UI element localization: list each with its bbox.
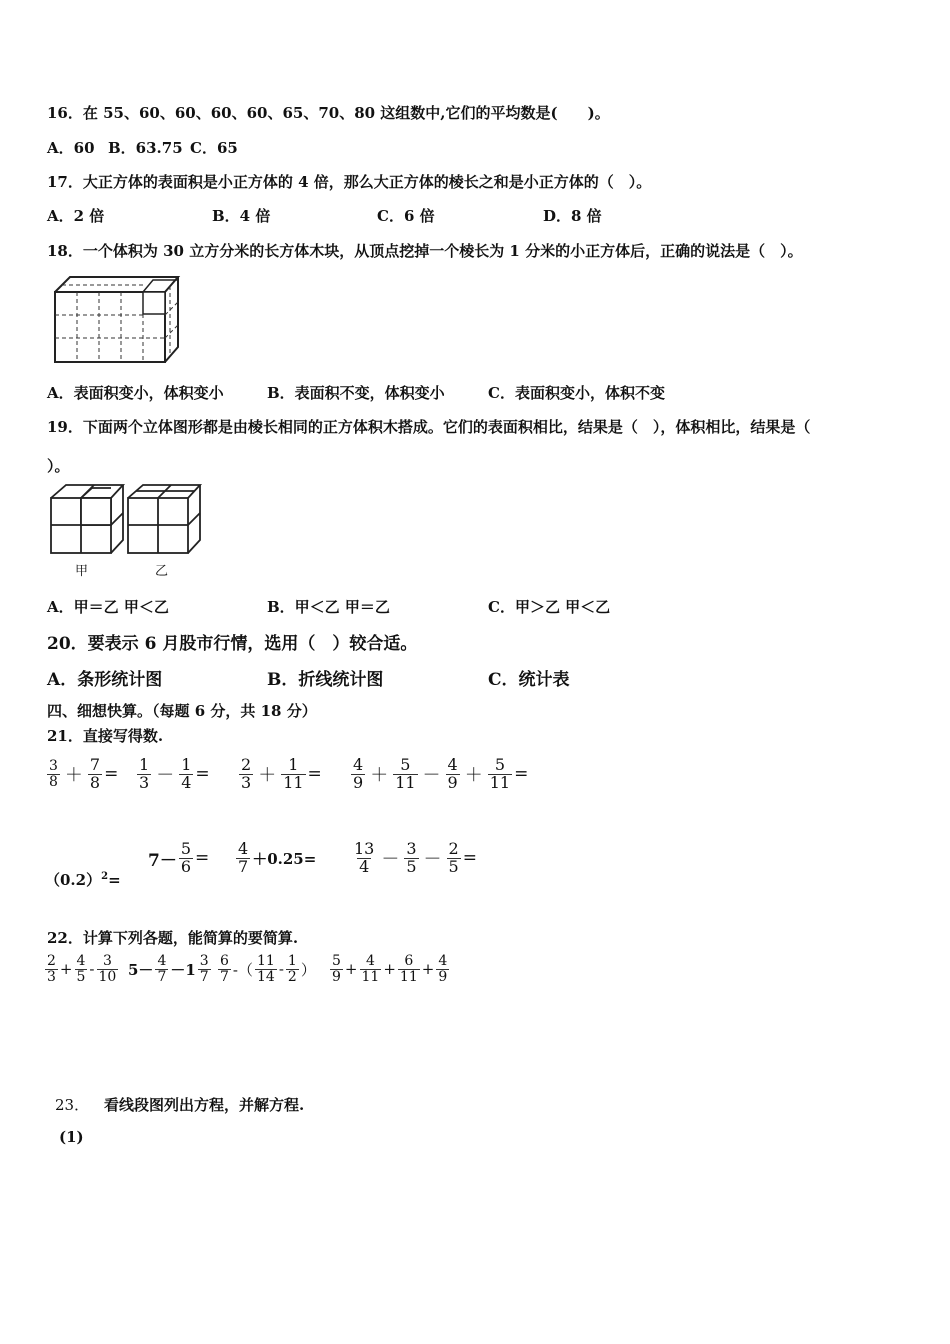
q21-expr-7: $\frac{4}{7}$ ＋0.25=	[238, 839, 317, 876]
q17-option-c: C．6 倍	[377, 207, 435, 225]
q20-option-a: A．条形统计图	[47, 670, 163, 690]
q21-expr-4: $\frac{4}{9}$ ＋ $\frac{5}{11}$ － $\frac{4}{9}$ ＋ $\frac{5}{11}$ =	[353, 755, 529, 792]
q18-option-b: B．表面积不变，体积变小	[267, 384, 445, 402]
q19-option-c: C．甲＞乙 甲＜乙	[488, 598, 611, 616]
q21-expr-1: $\frac{3}{8}$ ＋ $\frac{7}{8}$ =	[49, 755, 119, 792]
label-jia: 甲	[75, 564, 89, 579]
q18-text: 18．一个体积为 30 立方分米的长方体木块，从顶点挖掉一个棱长为 1 分米的小正方体后，正确的说法是（ ）。	[47, 242, 803, 260]
q19-text-line2: ）。	[47, 457, 70, 475]
q17-option-b: B．4 倍	[212, 207, 271, 225]
q21-expr-8: $\frac{13}{4}$ － $\frac{3}{5}$ － $\frac{2}{5}$ =	[354, 839, 477, 876]
q17-option-a: A．2 倍	[47, 207, 105, 225]
q22-expr-1: $\frac{2}{3}$ + $\frac{4}{5}$ - $\frac{3}{10}$	[47, 953, 117, 985]
q22-expr-3: $\frac{6}{7}$ -（ $\frac{11}{14}$ - $\frac{1}{2}$ ）	[220, 953, 316, 985]
q19-text-line1: 19．下面两个立体图形都是由棱长相同的正方体积木搭成。它们的表面积相比，结果是（ ），体积相比，结果是（	[47, 418, 811, 436]
q17-option-d: D．8 倍	[543, 207, 602, 225]
q20-text: 20．要表示 6 月股市行情，选用（ ）较合适。	[47, 634, 418, 654]
cube-figures	[48, 483, 208, 578]
q16-option-c: C．65	[190, 139, 238, 157]
q21-text: 21．直接写得数.	[47, 727, 164, 745]
q19-option-b: B．甲＜乙 甲＝乙	[267, 598, 390, 616]
q22-expr-4: $\frac{5}{9}$ + $\frac{4}{11}$ + $\frac{6}{11}$ + $\frac{4}{9}$	[332, 953, 448, 985]
q16-option-b: B．63.75	[108, 139, 183, 157]
q19-option-a: A．甲＝乙 甲＜乙	[47, 598, 169, 616]
q17-text: 17．大正方体的表面积是小正方体的 4 倍，那么大正方体的棱长之和是小正方体的（ ）。	[47, 173, 652, 191]
q16-text: 16．在 55、60、60、60、60、65、70、80 这组数中,它们的平均数是( )。	[47, 104, 610, 122]
section-title: 四、细想快算。（每题 6 分，共 18 分）	[47, 702, 317, 720]
q20-option-b: B．折线统计图	[267, 670, 384, 690]
q23-text: 看线段图列出方程，并解方程.	[104, 1096, 305, 1114]
q20-option-c: C．统计表	[488, 670, 570, 690]
q21-expr-5: $(0.2)^2=$	[45, 871, 121, 889]
q18-option-c: C．表面积变小，体积不变	[488, 384, 665, 402]
q21-expr-3: $\frac{2}{3}$ ＋ $\frac{1}{11}$ =	[241, 755, 322, 792]
label-yi: 乙	[155, 564, 169, 579]
q22-text: 22．计算下列各题，能简算的要简算.	[47, 929, 299, 947]
q16-option-a: A．60	[47, 139, 95, 157]
q23-number: 23．	[55, 1096, 90, 1114]
cuboid-figure	[50, 272, 190, 372]
q22-expr-2: 5－ $\frac{4}{7}$ －1 $\frac{3}{7}$	[128, 953, 209, 985]
q18-option-a: A．表面积变小，体积变小	[47, 384, 224, 402]
q21-expr-6: 7－ $\frac{5}{6}$ =	[148, 839, 210, 876]
q23-sub1: (1)	[59, 1128, 84, 1146]
q21-expr-2: $\frac{1}{3}$ － $\frac{1}{4}$ =	[139, 755, 210, 792]
